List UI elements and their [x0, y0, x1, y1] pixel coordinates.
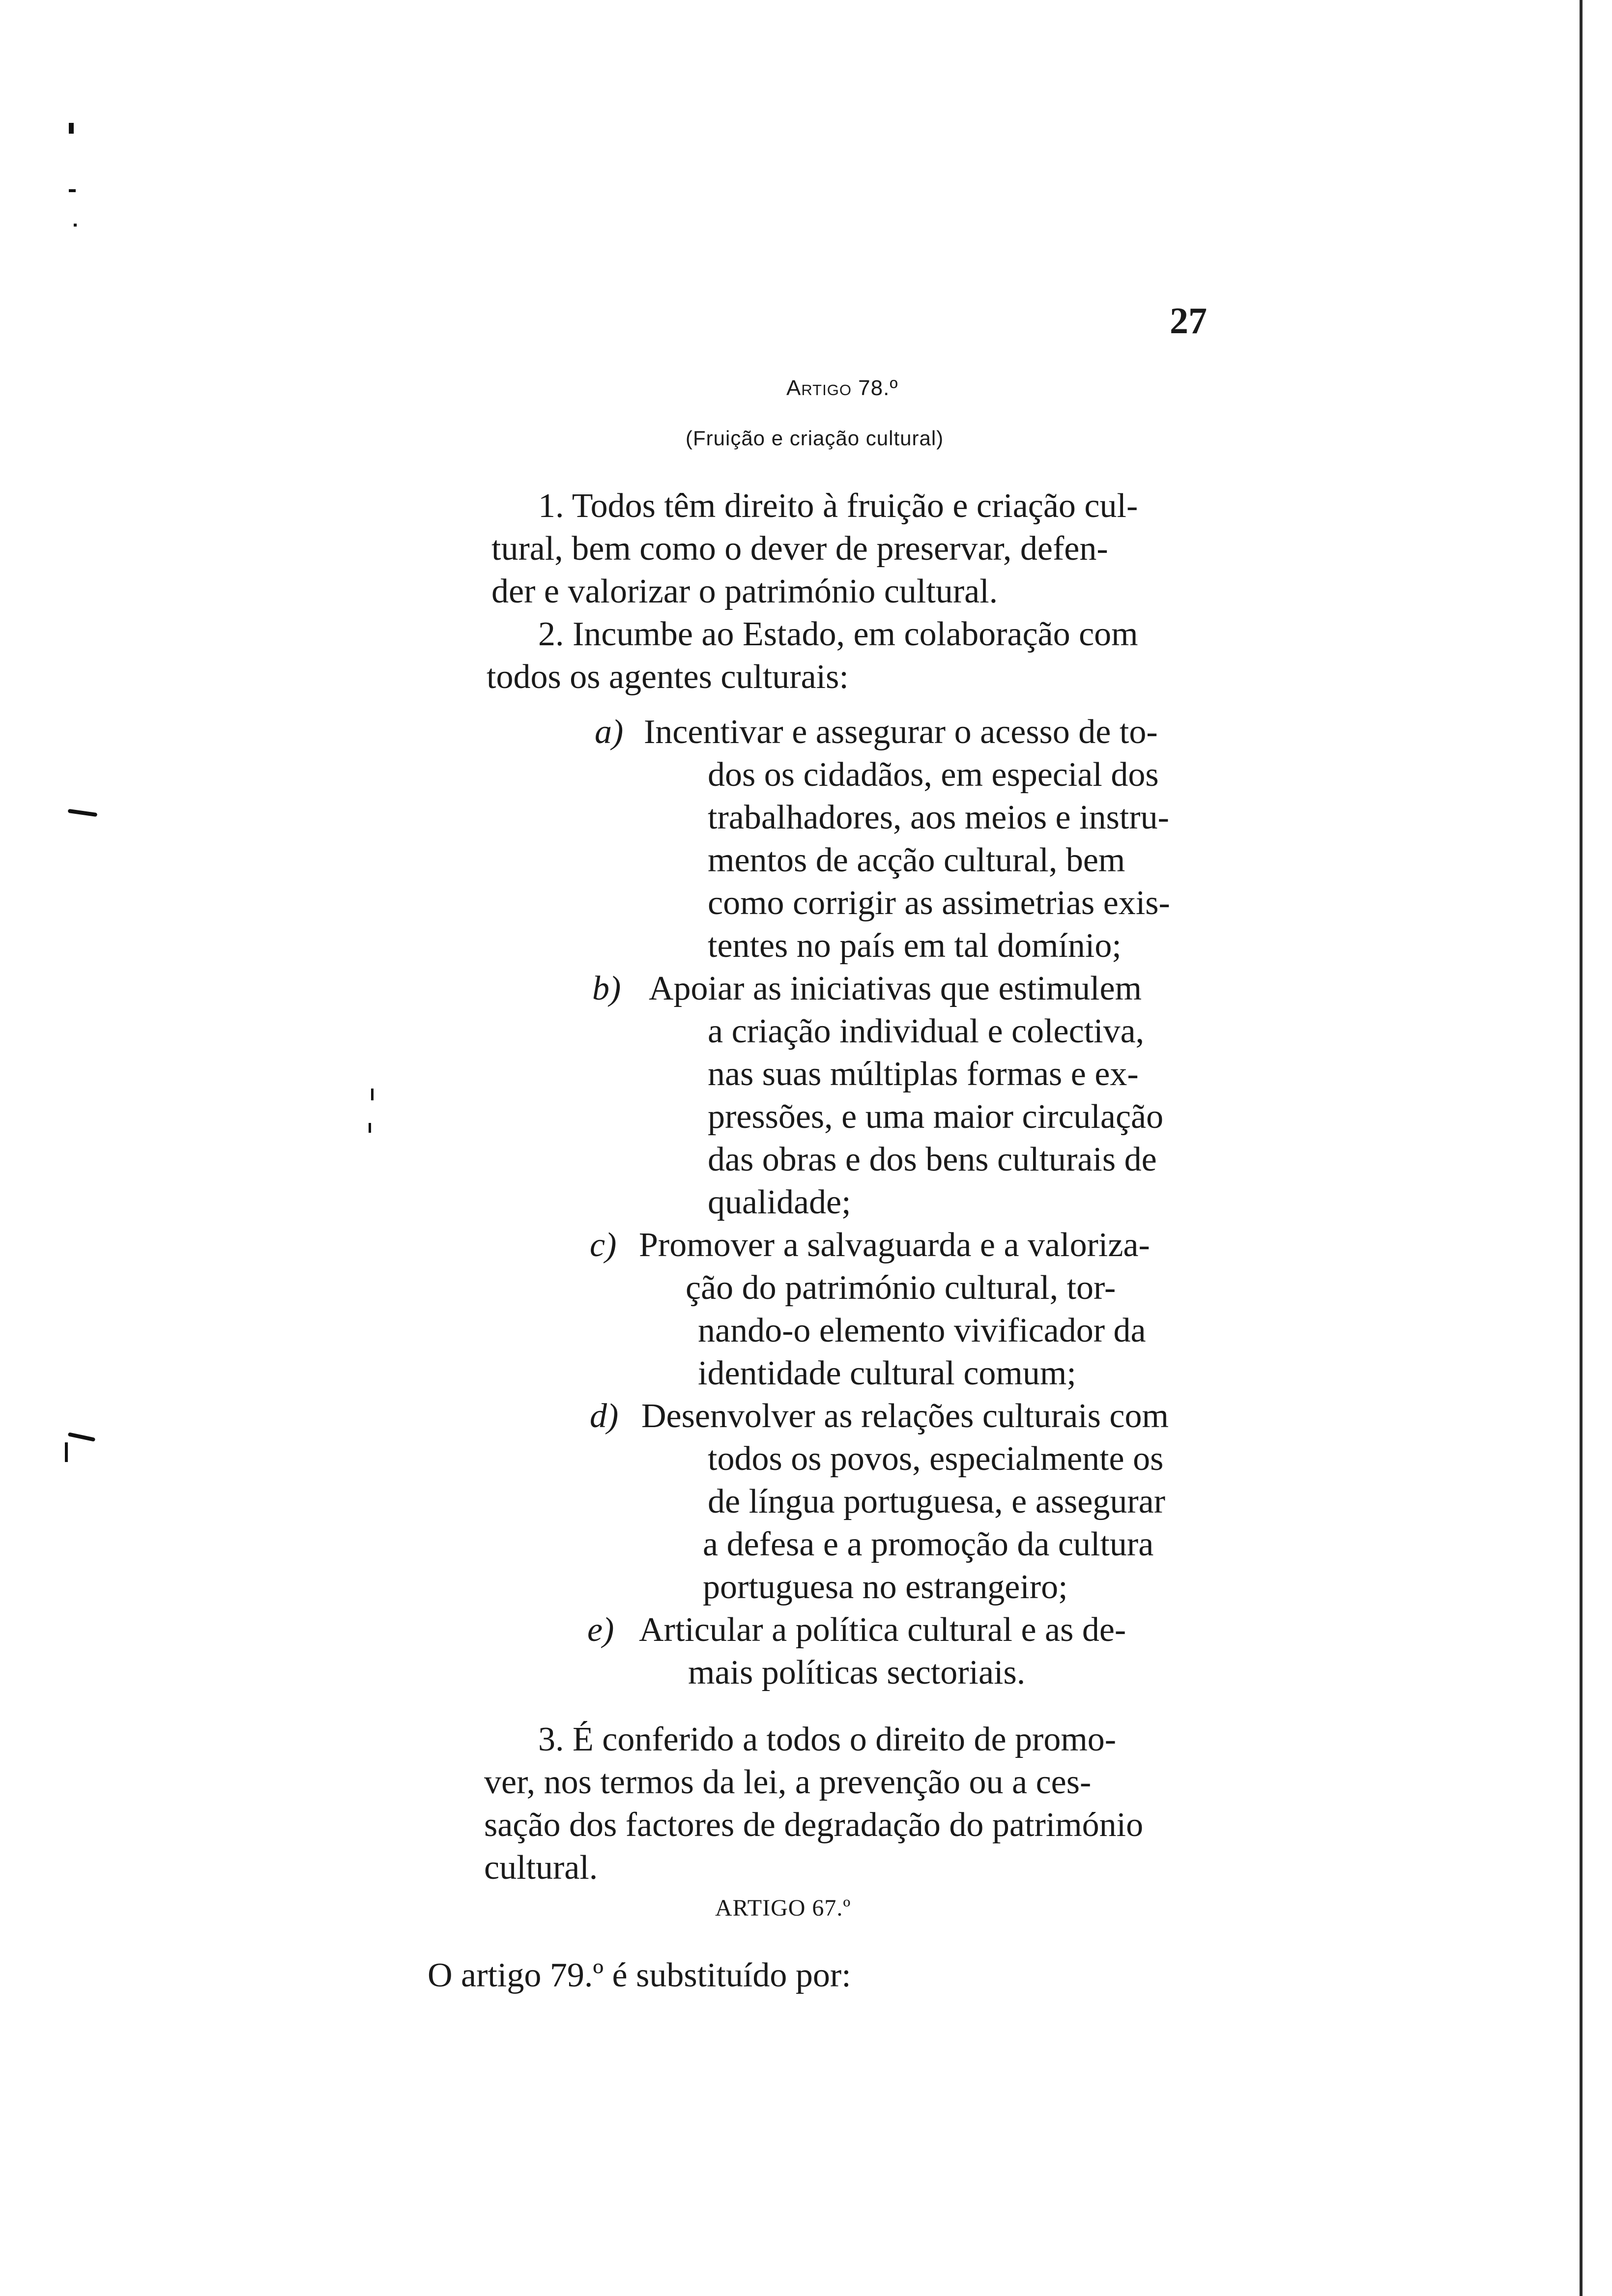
item-a-line-1: Incentivar e assegurar o acesso de to- — [644, 713, 1158, 751]
article-subtitle: (Fruição e criação cultural) — [686, 427, 944, 450]
scan-mark — [371, 1089, 374, 1100]
item-e-label: e) — [587, 1611, 614, 1649]
item-a-line-6: tentes no país em tal domínio; — [708, 927, 1122, 965]
paragraph-3-line-4: cultural. — [484, 1849, 598, 1887]
item-b-line-4: pressões, e uma maior circulação — [708, 1098, 1164, 1136]
paragraph-3-line-2: ver, nos termos da lei, a prevenção ou a ces- — [484, 1763, 1092, 1801]
paragraph-1-line-2: tural, bem como o dever de preservar, defen- — [491, 530, 1108, 568]
item-d-line-3: de língua portuguesa, e assegurar — [708, 1483, 1166, 1521]
item-d-line-2: todos os povos, especialmente os — [708, 1440, 1164, 1478]
scan-mark — [68, 809, 98, 817]
article-67-heading: ARTIGO 67.º — [715, 1895, 851, 1921]
paragraph-2-line-2: todos os agentes culturais: — [487, 658, 849, 696]
scan-mark — [65, 1442, 68, 1462]
item-a-line-4: mentos de acção cultural, bem — [708, 841, 1125, 879]
final-sentence: O artigo 79.º é substituído por: — [428, 1956, 851, 1994]
item-e-line-2: mais políticas sectoriais. — [688, 1654, 1026, 1692]
scan-mark — [369, 1123, 371, 1133]
item-d-line-5: portuguesa no estrangeiro; — [703, 1568, 1068, 1606]
page-edge-line — [1580, 0, 1583, 2296]
item-d-line-4: a defesa e a promoção da cultura — [703, 1525, 1154, 1563]
item-a-line-5: como corrigir as assimetrias exis- — [708, 884, 1170, 922]
paragraph-1-line-1: 1. Todos têm direito à fruição e criação cul- — [538, 487, 1138, 525]
paragraph-1-line-3: der e valorizar o património cultural. — [491, 573, 998, 610]
item-c-line-3: nando-o elemento vivificador da — [698, 1312, 1146, 1349]
page-number: 27 — [1170, 300, 1207, 342]
item-c-line-1: Promover a salvaguarda e a valoriza- — [639, 1226, 1150, 1264]
scan-mark — [69, 189, 76, 192]
item-d-line-1: Desenvolver as relações culturais com — [641, 1397, 1169, 1435]
paragraph-3-line-1: 3. É conferido a todos o direito de promo- — [538, 1721, 1117, 1758]
item-a-line-2: dos os cidadãos, em especial dos — [708, 756, 1159, 794]
paragraph-2-line-1: 2. Incumbe ao Estado, em colaboração com — [538, 615, 1138, 653]
item-b-line-1: Apoiar as iniciativas que estimulem — [649, 970, 1142, 1007]
paragraph-3-line-3: sação dos factores de degradação do património — [484, 1806, 1144, 1844]
item-a-line-3: trabalhadores, aos meios e instru- — [708, 799, 1169, 836]
article-heading: Artigo 78.º — [786, 376, 898, 400]
item-c-label: c) — [590, 1226, 617, 1264]
scan-mark — [68, 1432, 95, 1441]
item-b-line-3: nas suas múltiplas formas e ex- — [708, 1055, 1139, 1093]
scan-mark — [74, 224, 77, 227]
item-b-line-2: a criação individual e colectiva, — [708, 1012, 1145, 1050]
item-b-line-6: qualidade; — [708, 1183, 851, 1221]
item-c-line-2: ção do património cultural, tor- — [686, 1269, 1116, 1307]
item-c-line-4: identidade cultural comum; — [698, 1354, 1076, 1392]
item-e-line-1: Articular a política cultural e as de- — [639, 1611, 1126, 1649]
item-a-label: a) — [595, 713, 624, 751]
scan-mark — [69, 123, 74, 134]
item-d-label: d) — [590, 1397, 619, 1435]
item-b-line-5: das obras e dos bens culturais de — [708, 1141, 1157, 1178]
item-b-label: b) — [592, 970, 621, 1007]
